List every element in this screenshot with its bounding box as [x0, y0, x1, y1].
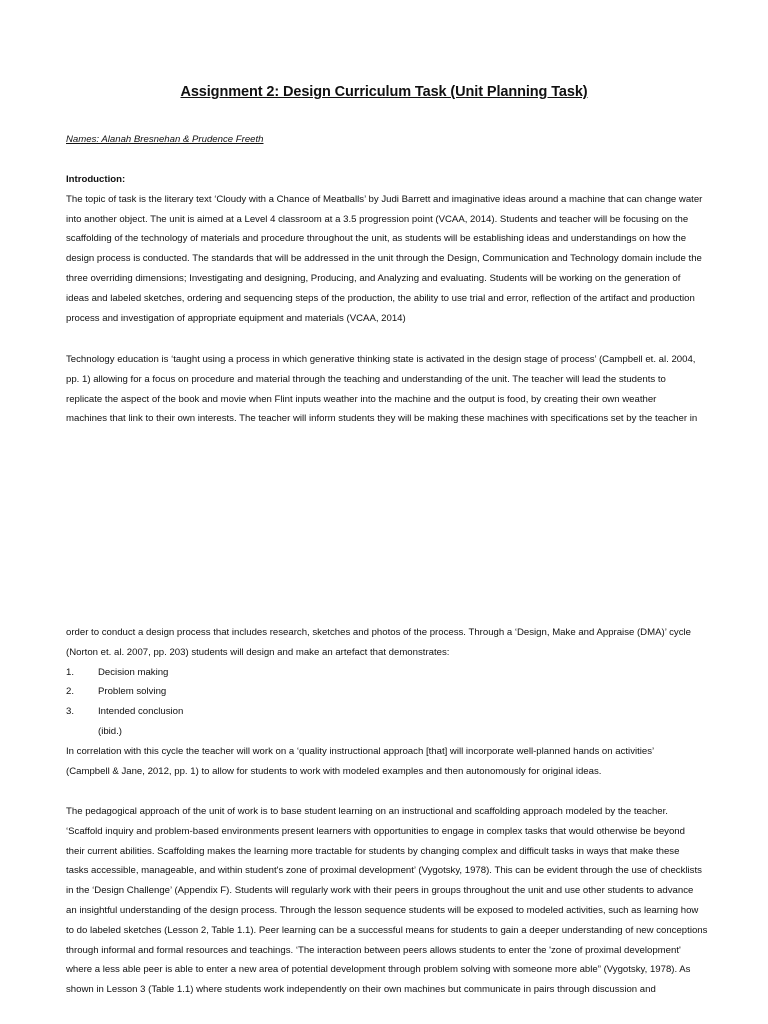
list-number: 1.: [66, 666, 75, 678]
paragraph-line: (Norton et. al. 2007, pp. 203) students will design and make an artefact that demonstrates:: [66, 646, 450, 658]
paragraph-line: their current abilities. Scaffolding makes the learning more tractable for students by changing complex and difficult tasks in ways that make these: [66, 845, 680, 857]
introduction-section: [66, 170, 742, 328]
paragraph-line: through informal and formal resources and teachings. ‘The interaction between peers allows students to enter the 'zone of proximal development': [66, 944, 681, 956]
paragraph-line: replicate the aspect of the book and movie when Flint inputs weather into the machine and the output is food, by creating their own weather: [66, 393, 657, 405]
paragraph-line: three overriding dimensions; Investigating and designing, Producing, and Analyzing and evaluating. Students will be working on the generation of: [66, 272, 681, 284]
paragraph-line: machines that link to their own interests. The teacher will inform students they will be making these machines with specifications set by the teacher in: [66, 413, 698, 425]
pedagogical-approach-paragraph: [66, 802, 742, 1000]
list-text: Decision making: [98, 666, 169, 678]
paragraph-line: order to conduct a design process that includes research, sketches and photos of the process. Through a ‘Design, Make and Appraise (DMA)’ cycle: [66, 627, 691, 638]
paragraph-line: in the ‘Design Challenge’ (Appendix F). Students will regularly work with their peers in groups throughout the unit and use other students to advance: [66, 885, 694, 897]
paragraph-line: pp. 1) allowing for a focus on procedure and material through the teaching and understanding of the unit. The teacher will lead the students to: [66, 373, 666, 385]
paragraph-line: ideas and labeled sketches, ordering and sequencing steps of the production, the ability to use trial and error, reflection of the artifact and production: [66, 292, 695, 304]
paragraph-line: where a less able peer is able to enter a new area of potential development through problem solving with someone more able” (Vygotsky, 1978). As: [66, 964, 691, 976]
paragraph-line: scaffolding of the technology of materials and procedure throughout the unit, as students will be establishing ideas and understandings on how the: [66, 233, 687, 245]
paragraph-line: ‘Scaffold inquiry and problem-based environments present learners with opportunities to engage in complex tasks that would otherwise be beyond: [66, 825, 685, 837]
paragraph-line: an insightful understanding of the design process. Through the lesson sequence students will be exposed to modeled activities, such as learning how: [66, 904, 699, 916]
paragraph-line: The topic of task is the literary text ‘Cloudy with a Chance of Meatballs’ by Judi Barrett and imaginative ideas around a machine that can change water: [66, 193, 703, 205]
paragraph-line: to do labeled sketches (Lesson 2, Table 1.1). Peer learning can be a successful means for students to gain a deeper understanding of new conceptions: [66, 924, 708, 936]
list-number: 2.: [66, 686, 75, 698]
paragraph-line: process and investigation of appropriate equipment and materials (VCAA, 2014): [66, 312, 406, 324]
paragraph-line: The pedagogical approach of the unit of work is to base student learning on an instructional and scaffolding approach modeled by the teacher.: [66, 806, 668, 817]
paragraph-line: Technology education is ‘taught using a process in which generative thinking state is activated in the design stage of process’ (Campbell et. al. 2004,: [66, 354, 696, 365]
paragraph-line: into another object. The unit is aimed at a Level 4 classroom at a 3.5 progression point (VCAA, 2014). Students and teacher will be focusing on the: [66, 213, 689, 225]
author-names: Names: Alanah Bresnehan & Prudence Freeth: [66, 134, 264, 145]
paragraph-line: design process is conducted. The standards that will be addressed in the unit through the Design, Communication and Technology domain include the: [66, 253, 702, 265]
design-process-paragraph: [66, 623, 742, 781]
list-item: [66, 663, 742, 683]
list-text: Problem solving: [98, 686, 167, 698]
document-title: Assignment 2: Design Curriculum Task (Unit Planning Task): [180, 84, 588, 100]
paragraph-line: shown in Lesson 3 (Table 1.1) where students work independently on their own machines but communicate in pairs through discussion and: [66, 984, 656, 996]
list-text: Intended conclusion: [98, 706, 184, 718]
list-number: 3.: [66, 706, 75, 718]
citation-ibid: (ibid.): [98, 725, 122, 737]
paragraph-line: In correlation with this cycle the teacher will work on a ‘quality instructional approach [that] will incorporate well-planned hands on activities’: [66, 745, 655, 757]
paragraph-line: (Campbell & Jane, 2012, pp. 1) to allow for students to work with modeled examples and then autonomously for original ideas.: [66, 765, 602, 777]
paragraph-line: tasks accessible, manageable, and within student's zone of proximal development’ (Vygotsky, 1978). This can be evident through the use of checklists: [66, 865, 702, 877]
technology-education-paragraph: [66, 350, 742, 429]
list-item: [66, 682, 742, 702]
list-item: [66, 702, 742, 722]
introduction-heading: Introduction:: [66, 174, 126, 185]
